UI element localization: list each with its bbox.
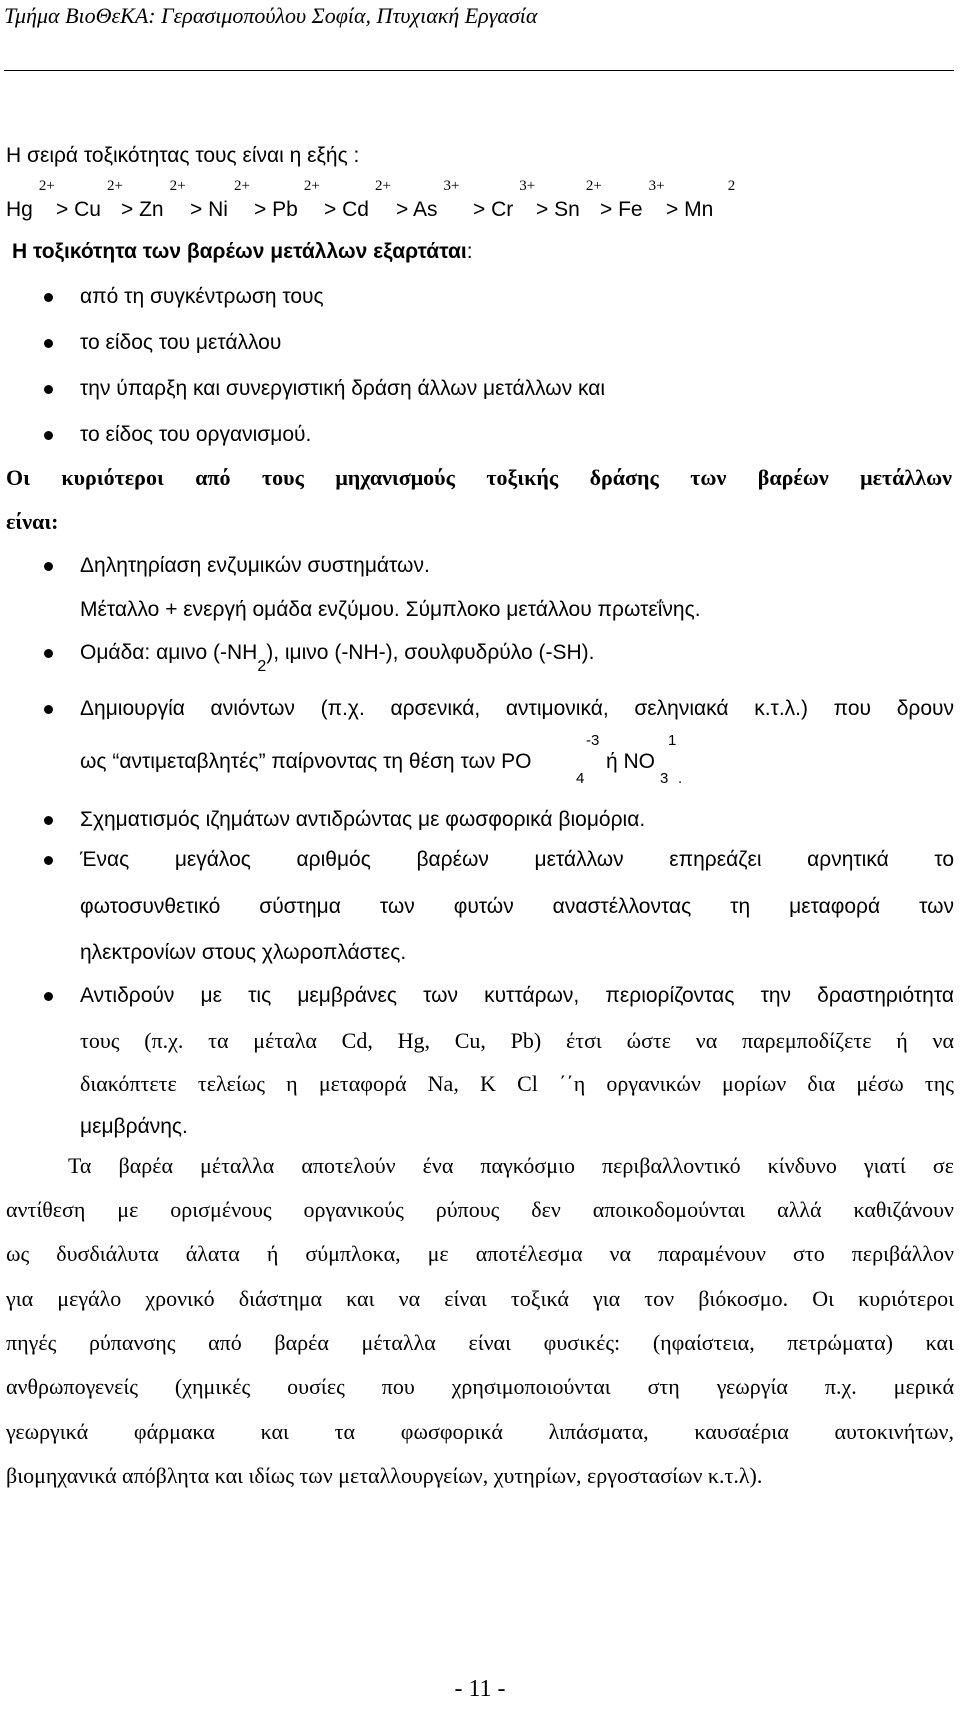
element-symbol: > Fe [600,198,643,221]
toxicity-series [6,176,956,232]
toxicity-element [473,176,536,232]
toxicity-intro: Η σειρά τοξικότητας τους είναι η εξής : [6,144,360,167]
element-charge: 2+ [38,178,55,194]
paragraph-line: αντίθεση με ορισμένους οργανικούς ρύπους δεν αποικοδομούνται αλλά καθιζάνουν [6,1197,954,1222]
element-symbol: > Cd [324,198,369,221]
toxicity-element [666,176,736,232]
anions-text-a: ως “αντιμεταβλητές” παίρνοντας τη θέση των PO [80,750,532,773]
mechanism-item-membranes: Αντιδρούν με τις μεμβράνες των κυττάρων, περιορίζοντας την δραστηριότητα [80,984,954,1007]
toxicity-element [190,176,250,232]
po4-subscript: 4 [576,770,585,787]
element-symbol: > Ni [190,198,228,221]
toxicity-element [254,176,320,232]
element-symbol: > Cr [473,198,514,221]
paragraph-line: ανθρωπογενείς (χημικές ουσίες που χρησιμοποιούνται στη γεωργία π.χ. μερικά [6,1374,954,1399]
mechanisms-heading: Οι κυριότεροι από τους μηχανισμούς τοξικής δράσης των βαρέων μετάλλων [6,465,952,490]
depends-item: το είδος του οργανισμού. [80,423,312,446]
no3-period: . [678,770,683,787]
mechanism-item-photosynthesis-end: ηλεκτρονίων στους χλωροπλάστες. [80,941,407,964]
element-symbol: > Cu [56,198,101,221]
element-charge: 2+ [303,178,320,194]
paragraph-line: ως δυσδιάλυτα άλατα ή σύμπλοκα, με αποτέλεσμα να παραμένουν στο περιβάλλον [6,1241,954,1266]
mechanism-subtext: Μέταλλο + ενεργή ομάδα ενζύμου. Σύμπλοκο μετάλλου πρωτεΐνης. [80,598,701,621]
mechanism-item-photosynthesis: Ένας μεγάλος αριθμός βαρέων μετάλλων επηρεάζει αρνητικά το [80,848,954,871]
paragraph-line: γεωργικά φάρμακα και τα φωσφορικά λιπάσματα, καυσαέρια αυτοκινήτων, [6,1419,954,1444]
toxicity-element [600,176,665,232]
depends-heading-text: Η τοξικότητα των βαρέων μετάλλων εξαρτάται [12,240,467,263]
depends-heading-colon: : [466,240,473,263]
mechanism-item-membranes-cont: διακόπτετε τελείως η μεταφορά Na, K Cl ΄΄η οργανικών μορίων δια μέσω της [80,1071,954,1096]
element-symbol: Hg [6,198,33,221]
anions-text-b: ή NO [606,750,656,773]
mechanisms-heading-cont: είναι: [6,509,59,534]
bullet-icon [44,339,53,348]
toxicity-element [56,176,123,232]
element-charge: 3+ [648,178,665,194]
element-charge: 3+ [443,178,460,194]
element-charge: 2+ [374,178,391,194]
element-charge: 2+ [585,178,602,194]
mechanism-item: Σχηματισμός ιζημάτων αντιδρώντας με φωσφορικά βιομόρια. [80,808,646,831]
bullet-icon [44,649,53,658]
bullet-icon [44,816,53,825]
toxicity-element [6,176,55,232]
element-charge: 2+ [233,178,250,194]
bullet-icon [44,431,53,440]
no3-superscript: 1 [668,732,677,749]
mechanism-item-membranes-end: μεμβράνης. [80,1115,188,1138]
depends-heading [12,238,473,266]
element-charge: 2+ [106,178,123,194]
depends-item: το είδος του μετάλλου [80,331,282,354]
mechanism-item-anions-cont [80,732,780,796]
paragraph-line: πηγές ρύπανσης από βαρέα μέταλλα είναι φυσικές: (ηφαίστεια, πετρώματα) και [6,1330,954,1355]
toxicity-element [324,176,391,232]
element-symbol: > Zn [121,198,164,221]
groups-text-a: Ομάδα: αμινο (-NH [80,641,258,664]
mechanism-item-anions: Δημιουργία ανιόντων (π.χ. αρσενικά, αντιμονικά, σεληνιακά κ.τ.λ.) που δρουν [80,697,954,720]
bullet-icon [44,385,53,394]
element-charge: 3+ [519,178,536,194]
running-header: Τμήμα ΒιοΘεΚΑ: Γερασιμοπούλου Σοφία, Πτυχιακή Εργασία [4,2,954,71]
element-charge: 2+ [169,178,186,194]
bullet-icon [44,705,53,714]
element-symbol: > Mn [666,198,714,221]
mechanism-item: Δηλητηρίαση ενζυμικών συστημάτων. [80,554,430,577]
bullet-icon [44,856,53,865]
paragraph-line: Τα βαρέα μέταλλα αποτελούν ένα παγκόσμιο περιβαλλοντικό κίνδυνο γιατί σε [68,1153,954,1178]
paragraph-line: βιομηχανικά απόβλητα και ιδίως των μεταλλουργείων, χυτηρίων, εργοστασίων κ.τ.λ). [6,1463,763,1488]
element-symbol: > Pb [254,198,298,221]
groups-text-b: ), ιμινο (-NH-), σουλφυδρύλο (-SH). [266,641,595,664]
depends-item: την ύπαρξη και συνεργιστική δράση άλλων μετάλλων και [80,377,606,400]
mechanism-item-photosynthesis-cont: φωτοσυνθετικό σύστημα των φυτών αναστέλλοντας τη μεταφορά των [80,895,954,918]
toxicity-element [536,176,602,232]
element-charge: 2 [727,178,736,194]
bullet-icon [44,992,53,1001]
paragraph-line: για μεγάλο χρονικό διάστημα και να είναι τοξικά για τον βιόκοσμο. Οι κυριότεροι [6,1286,954,1311]
page-number: - 11 - [454,1676,506,1702]
mechanism-item-membranes-cont: τους (π.χ. τα μέταλα Cd, Hg, Cu, Pb) έτσι ώστε να παρεμποδίζετε ή να [80,1028,954,1053]
depends-item: από τη συγκέντρωση τους [80,285,324,308]
bullet-icon [44,562,53,571]
nh2-subscript: 2 [257,658,267,675]
toxicity-element [121,176,186,232]
bullet-icon [44,293,53,302]
mechanism-item-groups [80,639,595,675]
no3-subscript: 3 [660,770,669,787]
po4-superscript: -3 [586,732,600,749]
toxicity-element [396,176,460,232]
element-symbol: > Sn [536,198,580,221]
element-symbol: > As [396,198,438,221]
